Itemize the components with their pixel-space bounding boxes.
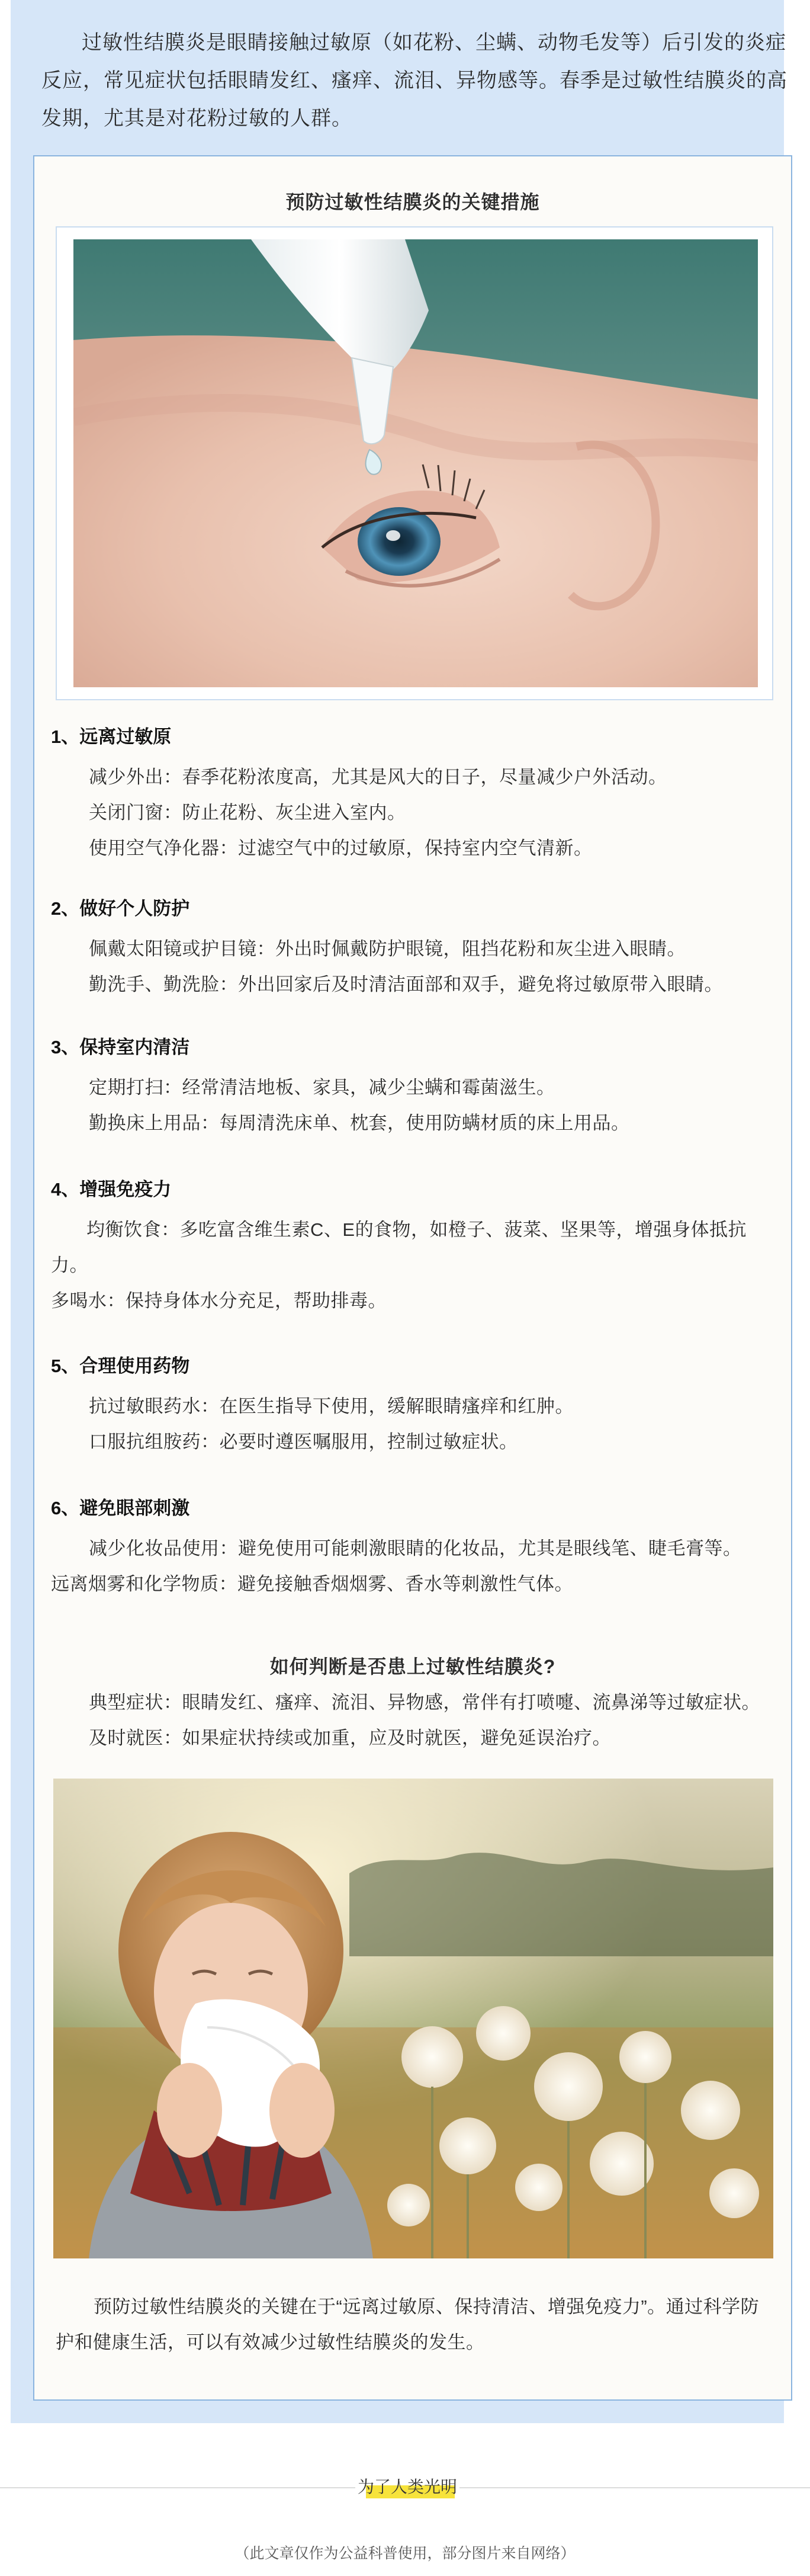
measure-6 — [51, 1497, 779, 1602]
measure-3 — [51, 1036, 779, 1141]
conclusion-paragraph: 预防过敏性结膜炎的关键在于“远离过敏原、保持清洁、增强免疫力”。通过科学防护和健康生活，可以有效减少过敏性结膜炎的发生。 — [56, 2296, 760, 2353]
measure-line: 多喝水：保持身体水分充足，帮助排毒。 — [51, 1290, 387, 1311]
eye-drop-image — [73, 239, 758, 687]
disclaimer: （此文章仅作为公益科普使用，部分图片来自网络） — [234, 2545, 576, 2562]
measure-line: 佩戴太阳镜或护目镜：外出时佩戴防护眼镜，阻挡花粉和灰尘进入眼睛。 — [89, 938, 686, 959]
diagnosis-line: 典型症状：眼睛发红、瘙痒、流泪、异物感，常伴有打喷嚏、流鼻涕等过敏症状。 — [89, 1692, 760, 1713]
measure-line: 使用空气净化器：过滤空气中的过敏原，保持室内空气清新。 — [89, 838, 593, 858]
measure-line: 减少外出：春季花粉浓度高，尤其是风大的日子，尽量减少户外活动。 — [89, 767, 667, 787]
diagnosis-line: 及时就医：如果症状持续或加重，应及时就医，避免延误治疗。 — [89, 1728, 611, 1748]
measure-line: 勤洗手、勤洗脸：外出回家后及时清洁面部和双手，避免将过敏原带入眼睛。 — [89, 974, 723, 995]
measure-2 — [51, 897, 779, 1002]
measure-line: 勤换床上用品：每周清洗床单、枕套，使用防螨材质的床上用品。 — [89, 1113, 630, 1133]
measure-5 — [51, 1354, 779, 1460]
measure-line: 口服抗组胺药：必要时遵医嘱服用，控制过敏症状。 — [89, 1431, 518, 1452]
measure-title: 6、避免眼部刺激 — [51, 1498, 190, 1518]
slogan-badge — [355, 2474, 459, 2501]
measure-title: 1、远离过敏原 — [51, 726, 172, 747]
section-title-prevention: 预防过敏性结膜炎的关键措施 — [285, 191, 540, 213]
intro-paragraph: 过敏性结膜炎是眼睛接触过敏原（如花粉、尘螨、动物毛发等）后引发的炎症反应，常见症状包括眼睛发红、瘙痒、流泪、异物感等。春季是过敏性结膜炎的高发期，尤其是对花粉过敏的人群。 — [41, 31, 787, 130]
measure-title: 3、保持室内清洁 — [51, 1037, 190, 1058]
diagnosis-block — [51, 1685, 779, 1756]
measure-line: 抗过敏眼药水：在医生指导下使用，缓解眼睛瘙痒和红肿。 — [89, 1396, 574, 1417]
measure-4 — [51, 1178, 779, 1319]
section-title-diagnosis: 如何判断是否患上过敏性结膜炎? — [269, 1656, 556, 1677]
measure-line: 远离烟雾和化学物质：避免接触香烟烟雾、香水等刺激性气体。 — [51, 1574, 573, 1594]
measure-title: 4、增强免疫力 — [51, 1179, 172, 1200]
article-background — [11, 0, 787, 2423]
measure-line: 均衡饮食：多吃富含维生素C、E的食物，如橙子、菠菜、坚果等，增强身体抵抗力。 — [51, 1219, 747, 1276]
measure-line: 减少化妆品使用：避免使用可能刺激眼睛的化妆品，尤其是眼线笔、睫毛膏等。 — [89, 1538, 742, 1559]
child-sneezing-image — [53, 1779, 773, 2258]
measure-title: 5、合理使用药物 — [51, 1356, 190, 1376]
measure-line: 关闭门窗：防止花粉、灰尘进入室内。 — [89, 802, 406, 823]
measure-title: 2、做好个人防护 — [51, 898, 190, 919]
eye-drop-image-frame — [56, 226, 773, 700]
slogan-text: 为了人类光明 — [357, 2478, 457, 2496]
measure-1 — [51, 725, 779, 866]
content-card — [33, 155, 792, 2401]
measure-line: 定期打扫：经常清洁地板、家具，减少尘螨和霉菌滋生。 — [89, 1077, 555, 1098]
